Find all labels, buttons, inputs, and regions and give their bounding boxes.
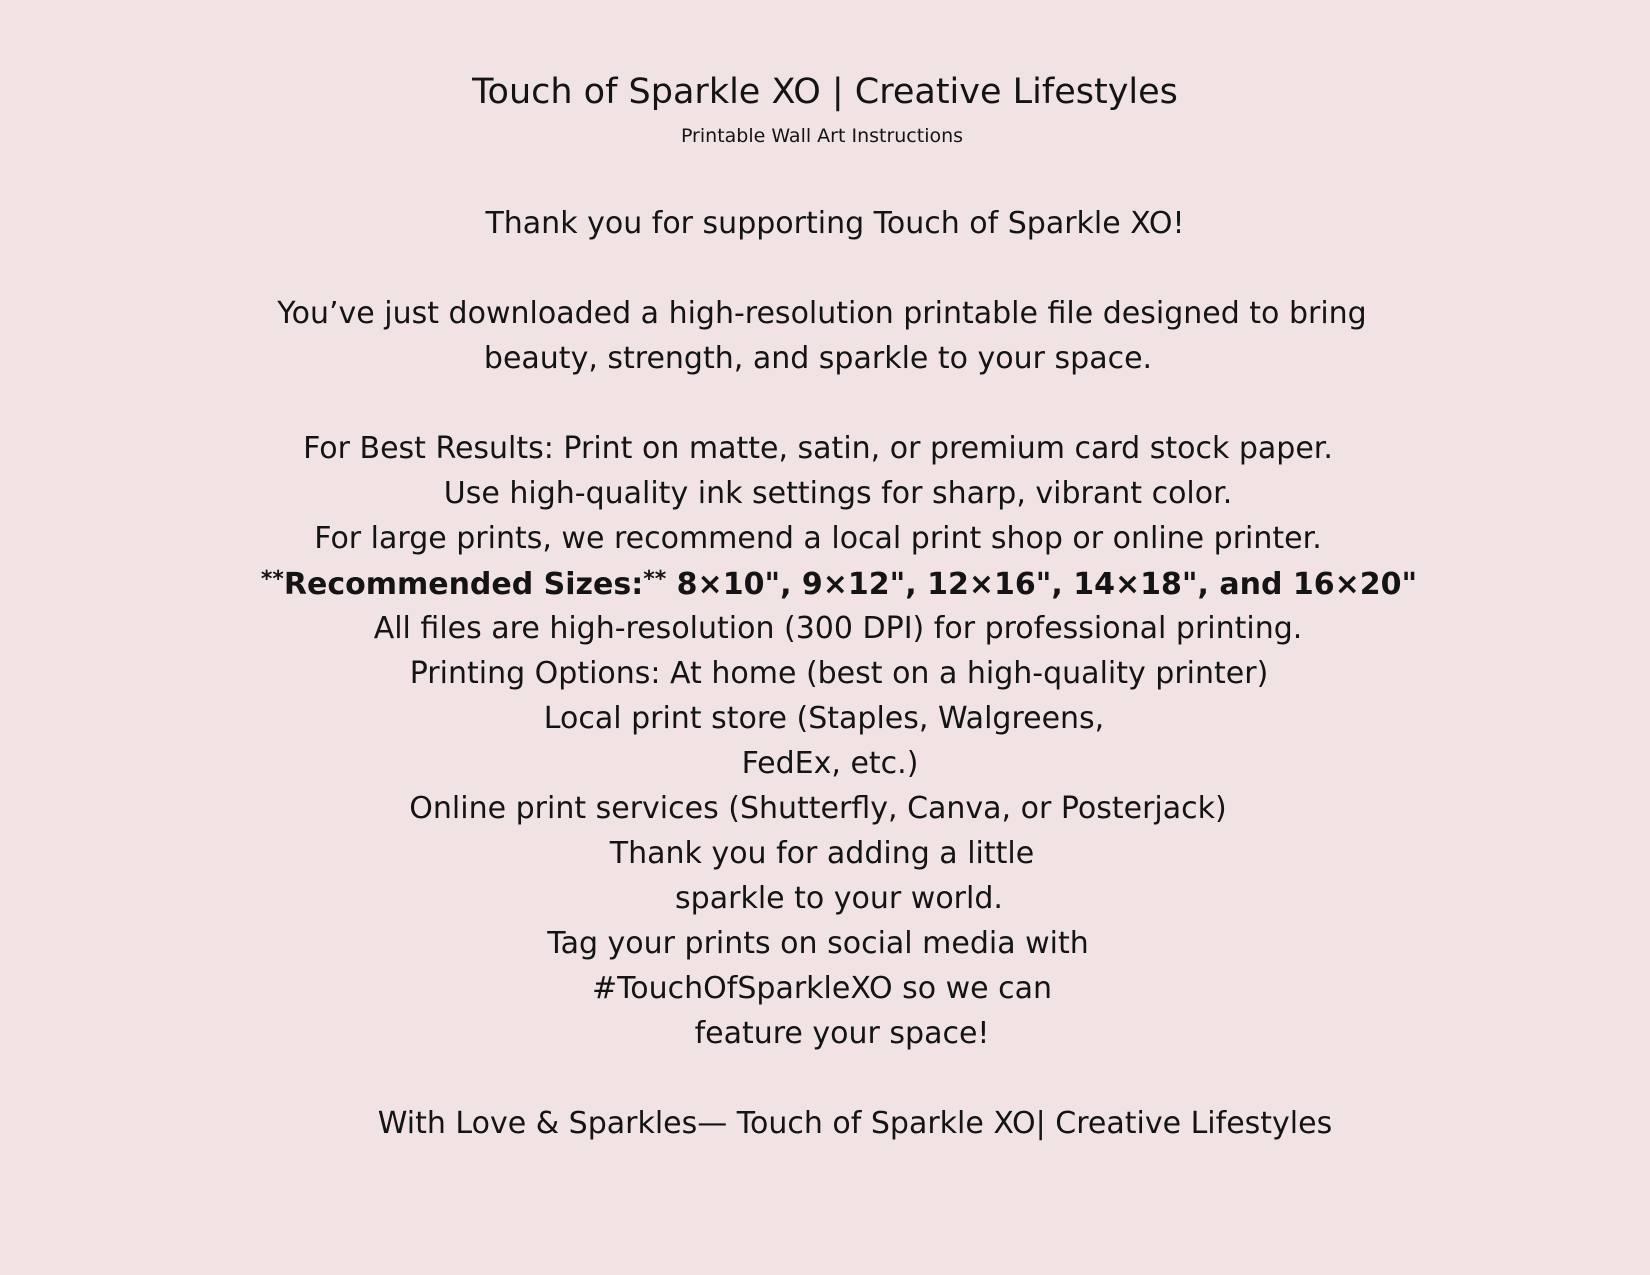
sizes-prefix: ** xyxy=(260,567,284,592)
closing-thanks-line-1: Thank you for adding a little xyxy=(609,836,1035,871)
social-tag-line-3: feature your space! xyxy=(694,1016,990,1051)
download-text-line-2: beauty, strength, and sparkle to your space. xyxy=(483,341,1153,376)
ink-settings-text: Use high-quality ink settings for sharp, vibrant color. xyxy=(443,476,1233,511)
resolution-text: All files are high-resolution (300 DPI) for professional printing. xyxy=(373,611,1303,646)
social-tag-line-2: #TouchOfSparkleXO so we can xyxy=(591,971,1053,1006)
page-subtitle: Printable Wall Art Instructions xyxy=(680,125,964,147)
thank-you-heading: Thank you for supporting Touch of Sparkle XO! xyxy=(485,206,1185,241)
recommended-sizes xyxy=(261,569,1417,600)
large-prints-text: For large prints, we recommend a local print shop or online printer. xyxy=(314,521,1322,556)
printing-options-local-line-1: Local print store (Staples, Walgreens, xyxy=(543,701,1105,736)
printing-options-home: Printing Options: At home (best on a high-quality printer) xyxy=(409,656,1269,691)
closing-thanks-line-2: sparkle to your world. xyxy=(675,881,1003,916)
sizes-suffix: ** xyxy=(643,567,667,592)
printing-options-online: Online print services (Shutterfly, Canva, or Posterjack) xyxy=(409,791,1227,826)
sizes-values: 8×10", 9×12", 12×16", 14×18", and 16×20" xyxy=(666,567,1418,602)
signature-line: With Love & Sparkles— Touch of Sparkle XO| Creative Lifestyles xyxy=(377,1106,1333,1141)
sizes-label: Recommended Sizes: xyxy=(283,567,644,602)
best-results-text: For Best Results: Print on matte, satin, or premium card stock paper. xyxy=(303,431,1333,466)
download-text-line-1: You’ve just downloaded a high-resolution printable file designed to bring xyxy=(277,296,1367,331)
printing-options-local-line-2: FedEx, etc.) xyxy=(741,746,919,781)
social-tag-line-1: Tag your prints on social media with xyxy=(547,926,1089,961)
page-title: Touch of Sparkle XO | Creative Lifestyles xyxy=(472,72,1178,112)
